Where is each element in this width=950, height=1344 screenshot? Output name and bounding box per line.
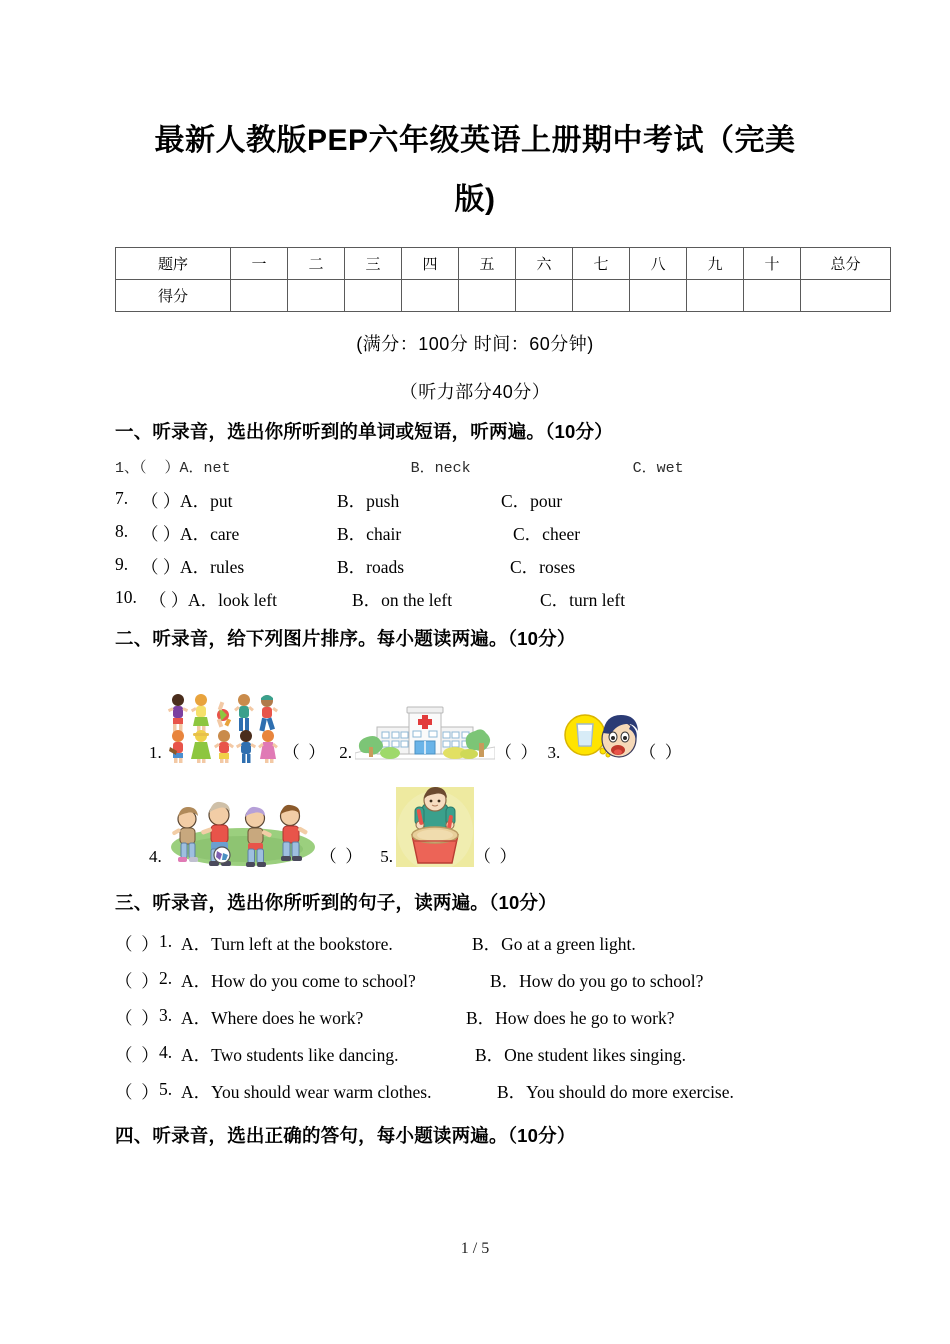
score-cell-7[interactable]: [573, 280, 630, 312]
answer-bracket[interactable]: （ ）: [115, 1045, 159, 1065]
answer-bracket[interactable]: （ ）: [139, 460, 180, 477]
answer-bracket[interactable]: （ ）: [115, 1008, 159, 1028]
picture-item-2: [339, 701, 537, 763]
score-table-row-label-1: 得分: [116, 280, 231, 312]
section-heading-4: 四、听录音，选出正确的答句，每小题读两遍。（10分）: [115, 1125, 576, 1146]
picture-ordering-block: [115, 677, 835, 867]
table-row-header: [116, 248, 891, 280]
answer-bracket[interactable]: （ ）: [115, 971, 159, 991]
score-cell-8[interactable]: [630, 280, 687, 312]
sentence-row-4: [115, 1042, 835, 1065]
option-b[interactable]: B．roads: [337, 557, 405, 577]
spacer: [471, 460, 633, 477]
question-number: 8.: [115, 521, 129, 541]
spacer: [231, 460, 411, 477]
question-number: 5.: [159, 1079, 173, 1099]
question-row-10: [115, 587, 835, 609]
picture-number: 5.: [380, 847, 393, 866]
option-a[interactable]: A．care: [180, 524, 240, 544]
question-row-1: [115, 456, 835, 477]
question-number: 2.: [159, 968, 173, 988]
option-b[interactable]: B．push: [337, 491, 400, 511]
answer-bracket[interactable]: （ ）: [141, 557, 181, 577]
picture-answer-bracket[interactable]: （ ）: [282, 743, 326, 762]
picture-answer-bracket[interactable]: （ ）: [495, 743, 538, 762]
title-suffix: 六年级英语上册期中考试（完美: [368, 124, 796, 157]
score-col-6: 六: [516, 248, 573, 280]
score-col-7: 七: [573, 248, 630, 280]
option-a[interactable]: A．rules: [180, 557, 245, 577]
option-a[interactable]: A．How do you come to school?: [181, 971, 416, 991]
score-cell-9[interactable]: [687, 280, 744, 312]
score-cell-10[interactable]: [744, 280, 801, 312]
answer-bracket[interactable]: （ ）: [141, 524, 181, 544]
option-b[interactable]: B．Go at a green light.: [472, 934, 636, 954]
hospital-icon: [355, 701, 495, 763]
option-b[interactable]: B．How does he go to work?: [466, 1008, 675, 1028]
score-col-4: 四: [402, 248, 459, 280]
option-a[interactable]: A．net: [179, 460, 231, 477]
option-c[interactable]: C．cheer: [513, 524, 581, 544]
picture-row-bottom: [115, 781, 835, 867]
score-table-row-label-0: 题序: [116, 248, 231, 280]
answer-bracket[interactable]: （ ）: [115, 934, 159, 954]
score-col-9: 九: [687, 248, 744, 280]
question-number: 7.: [115, 488, 129, 508]
score-col-5: 五: [459, 248, 516, 280]
score-cell-4[interactable]: [402, 280, 459, 312]
thirsty-boy-water-icon: [563, 711, 639, 763]
title-line-2: 版): [454, 182, 496, 216]
picture-number: 4.: [149, 847, 162, 866]
option-a[interactable]: A．Two students like dancing.: [181, 1045, 399, 1065]
option-c[interactable]: C．pour: [501, 491, 563, 511]
picture-item-5: [380, 787, 516, 867]
question-number: 4.: [159, 1042, 173, 1062]
score-cell-1[interactable]: [231, 280, 288, 312]
option-a[interactable]: A．put: [180, 491, 233, 511]
question-number: 1、: [115, 460, 140, 477]
option-b[interactable]: B．neck: [410, 460, 471, 477]
children-playing-football-icon: [165, 791, 320, 867]
option-b[interactable]: B．chair: [337, 524, 402, 544]
option-c[interactable]: C．wet: [632, 460, 684, 477]
option-b[interactable]: B．on the left: [352, 590, 453, 610]
title-pep: PEP: [306, 124, 369, 157]
score-col-8: 八: [630, 248, 687, 280]
answer-bracket[interactable]: （ ）: [115, 1082, 159, 1102]
section-heading-3: 三、听录音，选出你所听到的句子，读两遍。（10分）: [115, 892, 557, 913]
child-playing-drum-icon: [396, 787, 474, 867]
sentence-row-3: [115, 1005, 835, 1028]
sentence-row-5: [115, 1079, 835, 1102]
score-table-wrapper: [115, 247, 861, 312]
option-a[interactable]: A．look left: [188, 590, 277, 610]
option-a[interactable]: A．Where does he work?: [181, 1008, 364, 1028]
answer-bracket[interactable]: （ ）: [141, 491, 181, 511]
score-cell-total[interactable]: [801, 280, 891, 312]
question-row-8: [115, 521, 835, 543]
score-cell-6[interactable]: [516, 280, 573, 312]
question-row-9: [115, 554, 835, 576]
listening-part-label: （听力部分40分）: [399, 382, 551, 402]
page-footer: 1 / 5: [460, 1240, 490, 1257]
option-b[interactable]: B．One student likes singing.: [475, 1045, 686, 1065]
section-heading-2: 二、听录音，给下列图片排序。每小题读两遍。（10分）: [115, 628, 576, 649]
question-number: 3.: [159, 1005, 173, 1025]
option-a[interactable]: A．Turn left at the bookstore.: [181, 934, 393, 954]
score-col-1: 一: [231, 248, 288, 280]
question-number: 9.: [115, 554, 129, 574]
dancing-children-icon: [165, 691, 283, 763]
option-c[interactable]: C．roses: [510, 557, 576, 577]
exam-meta-line: (满分：100分 时间：60分钟): [356, 334, 594, 354]
question-row-7: [115, 488, 835, 510]
score-col-3: 三: [345, 248, 402, 280]
score-cell-3[interactable]: [345, 280, 402, 312]
picture-answer-bracket[interactable]: （ ）: [639, 743, 682, 762]
picture-item-4: [149, 791, 362, 867]
question-number: 10.: [115, 587, 137, 607]
option-b[interactable]: B．How do you go to school?: [490, 971, 704, 991]
picture-row-top: [115, 677, 835, 763]
title-prefix: 最新人教版: [154, 124, 307, 157]
table-row-scores: [116, 280, 891, 312]
score-col-2: 二: [288, 248, 345, 280]
sentence-choice-list: [115, 931, 835, 1102]
option-a[interactable]: A．You should wear warm clothes.: [181, 1082, 432, 1102]
answer-bracket[interactable]: （ ）: [149, 590, 189, 610]
sentence-row-1: [115, 931, 835, 954]
picture-number: 2.: [339, 743, 352, 762]
picture-item-3: [548, 711, 682, 763]
picture-number: 1.: [149, 743, 162, 762]
sentence-row-2: [115, 968, 835, 991]
score-table: [115, 247, 891, 312]
picture-number: 3.: [547, 743, 561, 762]
score-col-total: 总分: [801, 248, 891, 280]
picture-item-1: [149, 691, 325, 763]
score-col-10: 十: [744, 248, 801, 280]
option-b[interactable]: B．You should do more exercise.: [497, 1082, 734, 1102]
section-heading-1: 一、听录音，选出你所听到的单词或短语，听两遍。（10分）: [115, 421, 613, 442]
picture-answer-bracket[interactable]: （ ）: [474, 847, 517, 866]
picture-answer-bracket[interactable]: （ ）: [319, 847, 363, 866]
score-cell-2[interactable]: [288, 280, 345, 312]
option-c[interactable]: C．turn left: [540, 590, 626, 610]
score-cell-5[interactable]: [459, 280, 516, 312]
page-title: [115, 0, 835, 229]
question-number: 1.: [159, 931, 173, 951]
